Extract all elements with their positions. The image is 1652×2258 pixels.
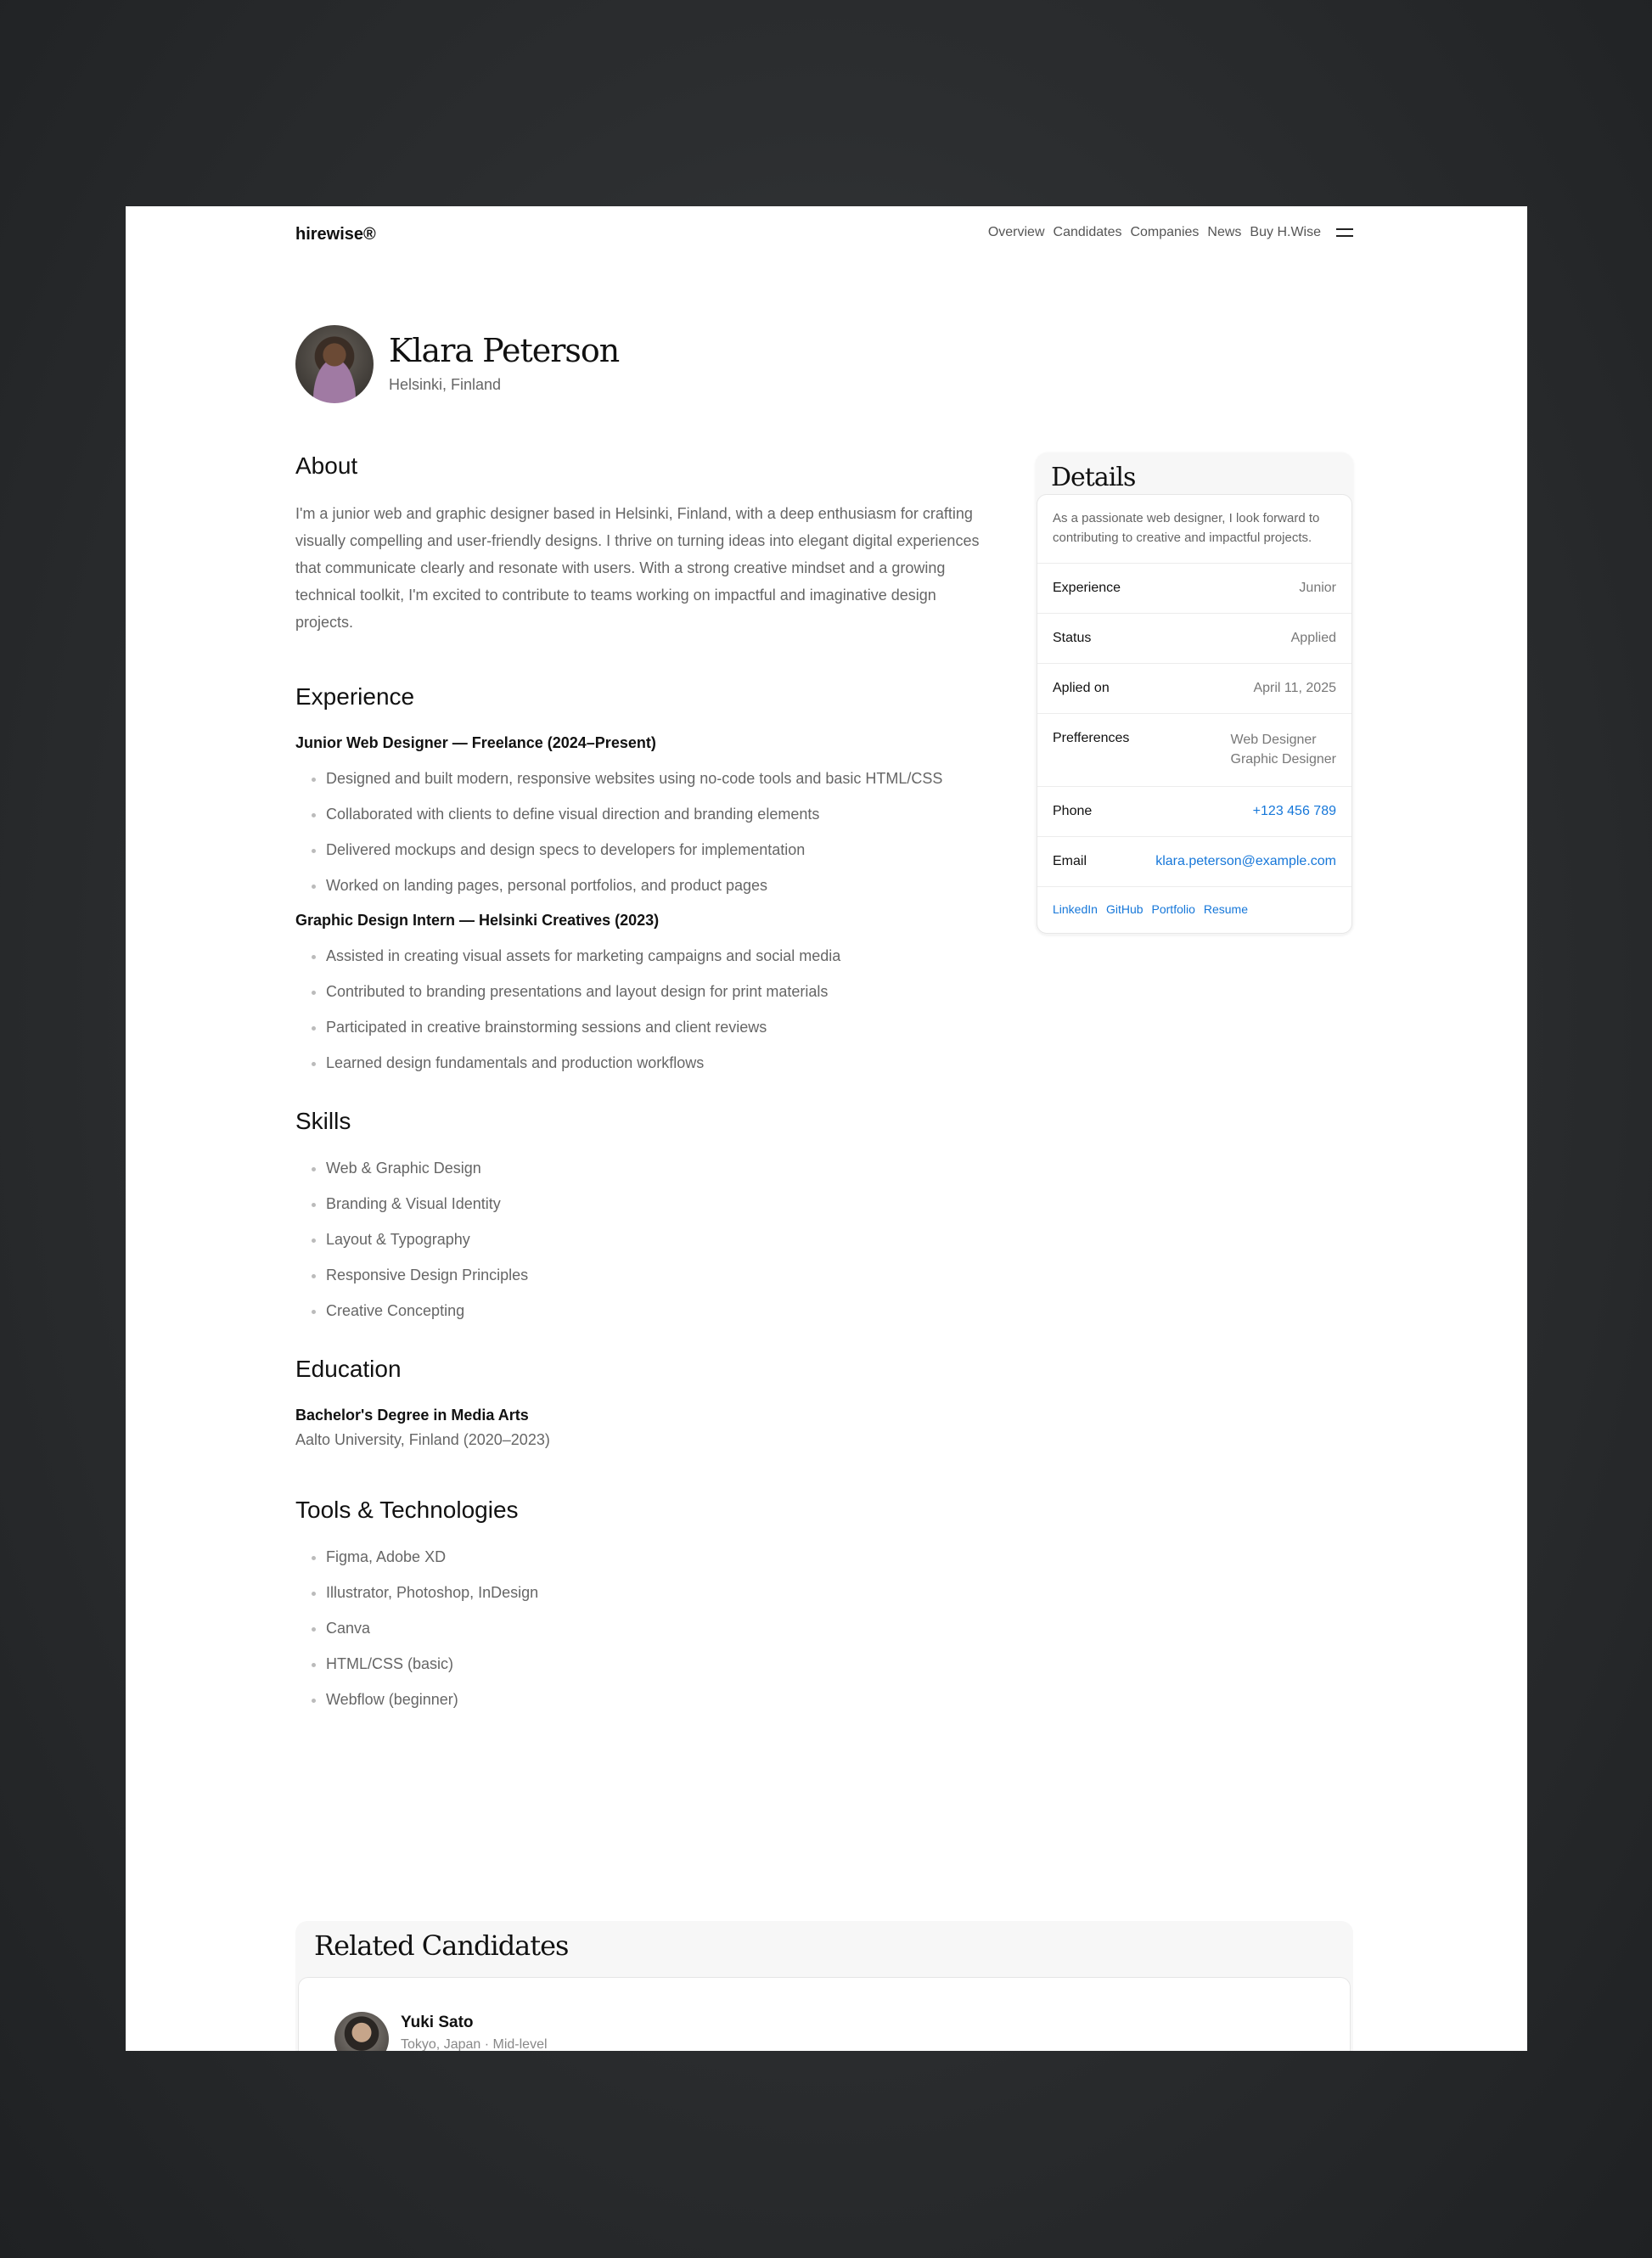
school: Aalto University, Finland (2020–2023) xyxy=(295,1431,550,1448)
page xyxy=(126,206,1527,2051)
education-heading: Education xyxy=(295,1356,402,1382)
list-item: • Designed and built modern, responsive websites using no-code tools and basic HTML/CSS xyxy=(326,769,992,788)
about-text: I'm a junior web and graphic designer based in Helsinki, Finland, with a deep enthusiasm for crafting visually compelling and user-friendly designs. I thrive on turning ideas into elegant digital experiences that communicate clearly and resonate with users. With a strong creative mindset and a growing technical toolkit, I'm excited to contribute to teams working on impactful and imaginative design projects. xyxy=(295,505,980,631)
skills-section xyxy=(295,1108,992,1320)
profile-name: Klara Peterson xyxy=(389,332,620,369)
portfolio-link[interactable]: Portfolio xyxy=(1151,902,1195,916)
about-heading: About xyxy=(295,452,358,479)
nav-overview[interactable]: Overview xyxy=(987,225,1045,239)
details-body xyxy=(1037,494,1352,934)
list-item: • Canva xyxy=(326,1619,992,1637)
details-intro: As a passionate web designer, I look forward to contributing to creative and impactful projects. xyxy=(1037,495,1351,564)
detail-row-status xyxy=(1037,614,1351,664)
education-section xyxy=(295,1356,992,1449)
profile-location: Helsinki, Finland xyxy=(389,376,502,393)
detail-label: Aplied on xyxy=(1053,681,1110,695)
experience-section xyxy=(295,683,992,1072)
nav-news[interactable]: News xyxy=(1207,225,1242,239)
detail-value xyxy=(1231,730,1337,769)
detail-row-experience xyxy=(1037,564,1351,614)
list-item: • Figma, Adobe XD xyxy=(326,1547,992,1566)
detail-label: Email xyxy=(1053,854,1087,868)
job-bullets xyxy=(295,769,992,895)
candidate-name[interactable]: Yuki Sato xyxy=(401,2014,474,2031)
related-candidates xyxy=(295,1921,1353,2051)
avatar xyxy=(334,2012,389,2051)
list-item: • Illustrator, Photoshop, InDesign xyxy=(326,1583,992,1602)
detail-label: Prefferences xyxy=(1053,731,1130,745)
email-link[interactable]: klara.peterson@example.com xyxy=(1155,854,1336,868)
related-title: Related Candidates xyxy=(314,1929,569,1962)
nav-companies[interactable]: Companies xyxy=(1130,225,1200,239)
tools-section xyxy=(295,1497,992,1709)
profile-links xyxy=(1037,887,1351,933)
avatar xyxy=(295,325,374,403)
list-item: • Layout & Typography xyxy=(326,1230,992,1249)
list-item: • Delivered mockups and design specs to developers for implementation xyxy=(326,840,992,859)
detail-label: Status xyxy=(1053,631,1092,645)
menu-icon[interactable] xyxy=(1336,227,1353,238)
list-item: • Responsive Design Principles xyxy=(326,1266,992,1284)
tools-heading: Tools & Technologies xyxy=(295,1497,519,1523)
nav-candidates[interactable]: Candidates xyxy=(1053,225,1122,239)
logo[interactable]: hirewise® xyxy=(295,225,376,244)
resume-link[interactable]: Resume xyxy=(1203,902,1249,916)
list-item: • Creative Concepting xyxy=(326,1301,992,1320)
details-title: Details xyxy=(1051,463,1136,492)
nav-buy[interactable]: Buy H.Wise xyxy=(1250,225,1321,239)
list-item: • Webflow (beginner) xyxy=(326,1690,992,1709)
candidate-meta: Tokyo, Japan · Mid-level xyxy=(401,2037,548,2051)
list-item: • Learned design fundamentals and production workflows xyxy=(326,1053,992,1072)
detail-label: Experience xyxy=(1053,581,1121,595)
list-item: • HTML/CSS (basic) xyxy=(326,1654,992,1673)
preference-item: Web Designer xyxy=(1230,733,1317,747)
job-bullets xyxy=(295,946,992,1072)
skills-heading: Skills xyxy=(295,1108,351,1134)
detail-value: April 11, 2025 xyxy=(1253,681,1336,695)
github-link[interactable]: GitHub xyxy=(1105,902,1143,916)
job-title: Junior Web Designer — Freelance (2024–Present) xyxy=(295,734,656,751)
phone-link[interactable]: +123 456 789 xyxy=(1252,804,1336,818)
preference-item: Graphic Designer xyxy=(1230,752,1336,767)
list-item: • Worked on landing pages, personal portfolios, and product pages xyxy=(326,876,992,895)
detail-row-preferences xyxy=(1037,714,1351,787)
details-card xyxy=(1036,452,1353,935)
experience-heading: Experience xyxy=(295,683,415,710)
related-card[interactable] xyxy=(298,1977,1351,2051)
list-item: • Contributed to branding presentations and layout design for print materials xyxy=(326,982,992,1001)
linkedin-link[interactable]: LinkedIn xyxy=(1053,902,1098,916)
main-column xyxy=(295,452,992,1726)
list-item: • Branding & Visual Identity xyxy=(326,1194,992,1213)
status-badge: Applied xyxy=(1290,631,1336,645)
list-item: • Web & Graphic Design xyxy=(326,1159,992,1177)
detail-row-phone xyxy=(1037,787,1351,837)
list-item: • Participated in creative brainstorming sessions and client reviews xyxy=(326,1018,992,1036)
tools-list xyxy=(295,1547,992,1709)
list-item: • Collaborated with clients to define visual direction and branding elements xyxy=(326,805,992,823)
detail-row-email xyxy=(1037,837,1351,887)
detail-row-applied xyxy=(1037,664,1351,714)
list-item: • Assisted in creating visual assets for marketing campaigns and social media xyxy=(326,946,992,965)
job-title: Graphic Design Intern — Helsinki Creatives (2023) xyxy=(295,912,660,929)
top-nav xyxy=(988,225,1353,240)
about-section xyxy=(295,452,992,636)
detail-value: Junior xyxy=(1299,581,1336,595)
skills-list xyxy=(295,1159,992,1320)
degree: Bachelor's Degree in Media Arts xyxy=(295,1407,529,1424)
detail-label: Phone xyxy=(1053,804,1093,818)
